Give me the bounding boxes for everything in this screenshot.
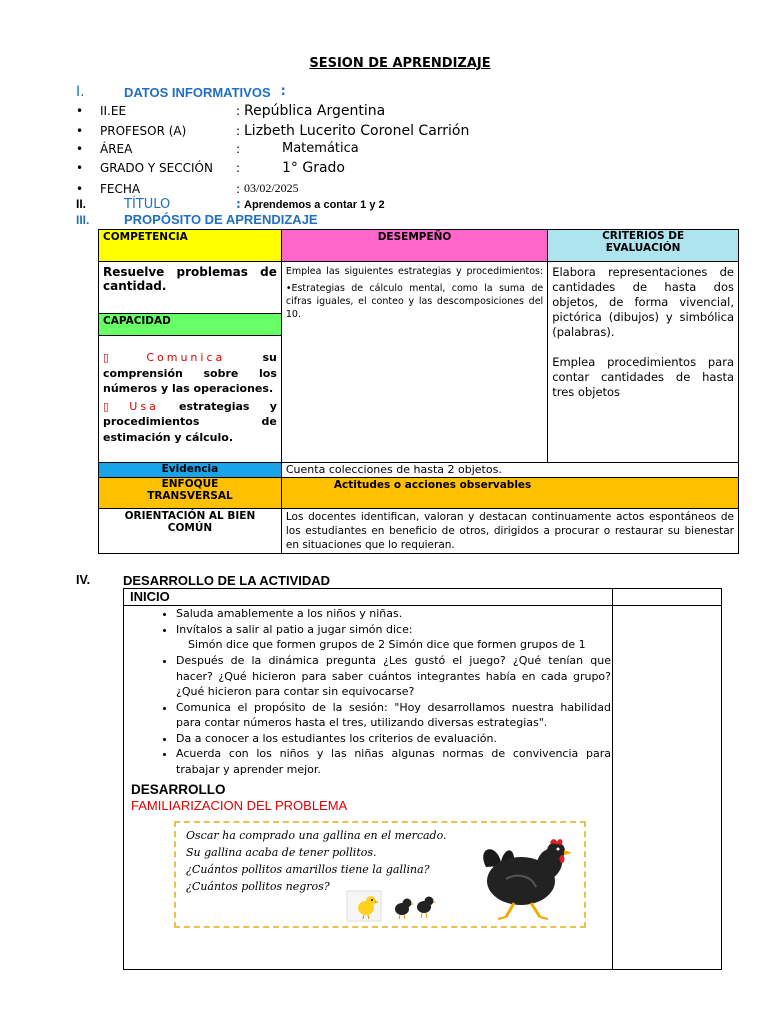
info-value: 1° Grado — [282, 160, 345, 176]
info-row-iiee — [76, 103, 385, 119]
list-item: • Da a conocer a los estudiantes los criterios de evaluación. — [176, 731, 611, 747]
column-divider — [612, 589, 613, 969]
story-line: ¿Cuántos pollitos negros? — [186, 880, 330, 893]
section-number: IV. — [76, 573, 91, 587]
capacidad-keyword: Comunica — [146, 351, 226, 364]
document-title: SESION DE APRENDIZAJE — [309, 56, 491, 71]
capacidad-keyword: Usa — [129, 399, 159, 413]
bullet: • — [76, 141, 84, 156]
titulo-value: Aprendemos a contar 1 y 2 — [244, 199, 385, 211]
capacidad-mark: ▯ — [103, 399, 110, 413]
list-item: • Invítalos a salir al patio a jugar simón dice: — [176, 622, 611, 638]
black-chick-icon — [417, 897, 436, 919]
info-colon: : — [236, 104, 241, 118]
info-label: GRADO Y SECCIÓN — [100, 161, 213, 175]
section-heading: DESARROLLO DE LA ACTIVIDAD — [123, 573, 331, 588]
section-number: I. — [76, 84, 85, 100]
info-colon: : — [236, 161, 241, 175]
info-value: Lizbeth Lucerito Coronel Carrión — [244, 123, 470, 139]
section-datos — [76, 84, 286, 100]
info-colon: : — [236, 181, 241, 196]
evidencia-text: Cuenta colecciones de hasta 2 objetos. — [281, 463, 738, 478]
story-line: Oscar ha comprado una gallina en el mercado. — [186, 829, 447, 842]
header-actitudes: Actitudes o acciones observables — [281, 478, 738, 509]
section-number: III. — [76, 213, 90, 227]
list-item: • Comunica el propósito de la sesión: "Hoy desarrollamos nuestra habilidad para contar números hasta el tres, utilizando diversas estrategias". — [176, 700, 611, 731]
header-criterios: CRITERIOS DE EVALUACIÓN — [548, 230, 739, 262]
list-item: • Después de la dinámica pregunta ¿Les gustó el juego? ¿Qué tenían que hacer? ¿Qué hicieron para saber cuántos integrantes había en cada grupo? ¿Qué hicieron para contar sin equivocarse? — [176, 653, 611, 700]
enfoque-value: ORIENTACIÓN AL BIEN COMÚN — [99, 509, 282, 554]
criterio-2: Emplea procedimientos para contar cantidades de hasta tres objetos — [552, 355, 734, 399]
info-label: PROFESOR (A) — [100, 124, 187, 138]
bullet: • — [76, 161, 84, 175]
capacidad-text: estrategias y procedimientos de estimación y cálculo. — [103, 399, 277, 444]
info-value: 03/02/2025 — [244, 181, 299, 195]
info-row-area — [76, 141, 359, 156]
info-row-profesor — [76, 123, 469, 139]
section-desarrollo — [76, 573, 330, 588]
section-titulo — [76, 197, 385, 212]
header-desempeno: DESEMPEÑO — [281, 230, 547, 262]
competencia-text: Resuelve problemas de cantidad. — [99, 262, 282, 314]
criterios-cell — [548, 262, 739, 463]
section-heading: DATOS INFORMATIVOS — [124, 85, 271, 100]
section-proposito — [76, 212, 318, 227]
section-number: II. — [76, 197, 87, 211]
chicks-illustration — [346, 889, 436, 923]
header-enfoque: ENFOQUE TRANSVERSAL — [99, 478, 282, 509]
section-colon: : — [236, 197, 241, 211]
info-row-grado — [76, 160, 345, 176]
desempeno-bullet: •Estrategias de cálculo mental, como la suma de cifras iguales, el conteo y las descomposiciones del 10. — [285, 283, 544, 320]
bullet: • — [76, 124, 84, 138]
section-heading: TÍTULO — [124, 197, 171, 212]
section-colon: : — [280, 84, 286, 99]
capacidad-text: su comprensión sobre los números y las operaciones. — [103, 351, 277, 395]
hen-icon — [483, 839, 572, 919]
info-label: II.EE — [100, 104, 127, 118]
familiarizacion-heading: FAMILIARIZACION DEL PROBLEMA — [131, 798, 348, 813]
list-item: • Acuerda con los niños y las niñas algunas normas de convivencia para trabajar y aprender mejor. — [176, 746, 611, 777]
story-line: ¿Cuántos pollitos amarillos tiene la gallina? — [186, 863, 430, 876]
simon-line: Simón dice que formen grupos de 2 Simón dice que formen grupos de 1 — [188, 638, 586, 651]
inicio-list — [124, 606, 611, 777]
section-heading: PROPÓSITO DE APRENDIZAJE — [124, 212, 318, 227]
desempeno-cell — [281, 262, 547, 463]
story-line: Su gallina acaba de tener pollitos. — [186, 846, 377, 859]
capacidad-cell — [99, 336, 282, 463]
header-competencia: COMPETENCIA — [99, 230, 282, 262]
capacidad-2 — [103, 399, 277, 446]
info-row-fecha — [76, 181, 299, 196]
header-capacidad: CAPACIDAD — [99, 314, 282, 336]
capacidad-1 — [103, 350, 277, 397]
hen-illustration — [476, 837, 576, 923]
info-label: FECHA — [100, 181, 141, 196]
info-label: ÁREA — [100, 141, 133, 156]
info-colon: : — [236, 124, 241, 138]
desempeno-intro: Emplea las siguientes estrategias y procedimientos: — [285, 266, 544, 277]
info-colon: : — [236, 141, 241, 156]
actitudes-text: Los docentes identifican, valoran y destacan continuamente actos espontáneos de los estudiantes en beneficio de otros, dirigidos a procurar o restaurar su bienestar en situaciones que lo requieran. — [281, 509, 738, 554]
desarrollo-heading: DESARROLLO — [131, 782, 226, 797]
criterio-1: Elabora representaciones de cantidades de hasta dos objetos, de forma vivencial, pictórica (dibujos) y simbólica (palabras). — [552, 265, 734, 339]
list-item: • Saluda amablemente a los niños y niñas. — [176, 606, 611, 622]
capacidad-mark: ▯ — [103, 351, 110, 364]
header-evidencia: Evidencia — [99, 463, 282, 478]
black-chick-icon — [395, 899, 414, 920]
info-value: República Argentina — [244, 103, 386, 119]
inicio-heading: INICIO — [130, 589, 170, 604]
problem-story-box — [174, 821, 586, 928]
info-value: Matemática — [282, 141, 359, 156]
bullet: • — [76, 104, 84, 118]
purpose-table — [98, 229, 739, 554]
bullet: • — [76, 181, 84, 196]
